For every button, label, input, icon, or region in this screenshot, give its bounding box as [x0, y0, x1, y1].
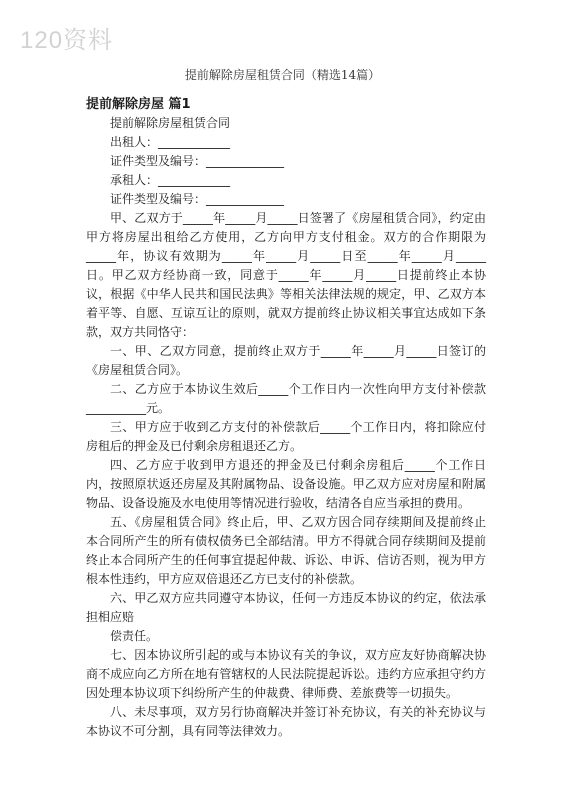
watermark-logo: 120资料	[20, 27, 114, 54]
clause-2: 二、乙方应于本协议生效后_____个工作日内一次性向甲方支付补偿款__________元。	[86, 382, 486, 415]
clause-1: 一、甲、乙双方同意，提前终止双方于_____年_____月_____日签订的《房屋租赁合同》。	[86, 344, 486, 377]
clause-8: 八、未尽事项，双方另行协商解决并签订补充协议，有关的补充协议与本协议不可分割，具有同等法律效力。	[86, 705, 486, 738]
contract-title: 提前解除房屋租赁合同	[110, 116, 231, 130]
lessor-field: 出租人：____________	[110, 135, 231, 149]
clause-7: 七、因本协议所引起的或与本协议有关的争议，双方应友好协商解决协商不成应向乙方所在地有管辖权的人民法院提起诉讼。违约方应承担守约方因处理本协议项下纠纷所产生的仲裁费、律师费、差旅费等一切损失。	[86, 648, 486, 700]
clause-4: 四、乙方应于收到甲方退还的押金及已付剩余房租后_____个工作日内，按照原状返还房屋及其附属物品、设备设施。甲乙双方应对房屋和附属物品、设备设施及水电使用等情况进行验收，结清各自应当承担的费用。	[86, 458, 486, 510]
clause-6-continued: 偿责任。	[110, 629, 159, 643]
section-heading: 提前解除房屋 篇1	[86, 97, 191, 112]
document-body	[86, 96, 486, 741]
document-title: 提前解除房屋租赁合同（精选14篇）	[184, 68, 381, 82]
lessee-field: 承租人：____________	[110, 173, 231, 187]
lessee-id-field: 证件类型及编号：_____________	[110, 192, 285, 206]
paragraph-intro: 甲、乙双方于_____年_____月_____日签署了《房屋租赁合同》，约定由甲方将房屋出租给乙方使用，乙方向甲方支付租金。双方的合作期限为_____年，协议有效期为_____年_____月_____日至_____年_____月_____日。甲乙双方经协商一致，同意于_____年_____月_____日提前终止本协议，根据《中华人民共和国民法典》等相关法律法规的规定，甲、乙双方本着平等、自愿、互谅互让的原则，就双方提前终止协议相关事宜达成如下条款，双方共同恪守：	[86, 211, 486, 339]
clause-5: 五、《房屋租赁合同》终止后，甲、乙双方因合同存续期间及提前终止本合同所产生的所有债权债务已全部结清。甲方不得就合同存续期间及提前终止本合同所产生的任何事宜提起仲裁、诉讼、申诉、信访否则，视为甲方根本性违约，甲方应双倍退还乙方已支付的补偿款。	[86, 515, 486, 586]
lessor-id-field: 证件类型及编号：_____________	[110, 154, 285, 168]
clause-3: 三、甲方应于收到乙方支付的补偿款后_____个工作日内，将扣除应付房租后的押金及已付剩余房租退还乙方。	[86, 420, 486, 453]
clause-6: 六、甲乙双方应共同遵守本协议，任何一方违反本协议的约定，依法承担相应赔	[86, 591, 486, 624]
